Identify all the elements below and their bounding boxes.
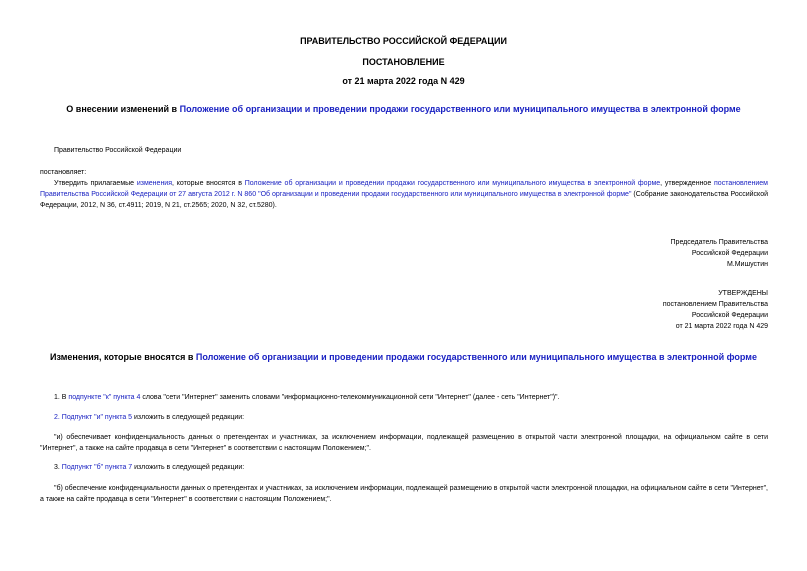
item-3	[54, 462, 244, 473]
government-heading: ПРАВИТЕЛЬСТВО РОССИЙСКОЙ ФЕДЕРАЦИИ	[300, 36, 507, 46]
intro-government: Правительство Российской Федерации	[54, 147, 182, 154]
approved-title: УТВЕРЖДЕНЫ	[718, 290, 768, 297]
document-kind: ПОСТАНОВЛЕНИЕ	[362, 57, 445, 67]
item-2-text: изложить в следующей редакции:	[132, 414, 245, 421]
title-prefix: О внесении изменений в	[66, 104, 180, 114]
signature-title: Председатель Правительства	[670, 239, 768, 246]
item-2	[54, 412, 244, 423]
signature-org: Российской Федерации	[691, 250, 768, 257]
item-3-quote: "б) обеспечение конфиденциальности данных о претендентах и участниках, за исключением информации, подлежащей размещению в открытой части электронной площадки, на официальном сайте в сети "Интернет", а также на сайте продавца в сети "Интернет" в соответствии с настоящим Положением;".	[40, 485, 768, 503]
regulation-link[interactable]: Положение об организации и проведении продажи государственного или муниципального имущества в электронной форме	[244, 180, 661, 187]
item-3-text-a: 3.	[54, 464, 62, 471]
document-date: от 21 марта 2022 года N 429	[342, 76, 465, 86]
body-text-3: , утвержденное	[660, 180, 715, 187]
changes-link[interactable]: изменения	[136, 180, 173, 187]
approved-date: от 21 марта 2022 года N 429	[675, 323, 768, 330]
approved-org: Российской Федерации	[691, 312, 768, 319]
item-1-text-a: 1. В	[54, 394, 69, 401]
signature-name: М.Мишустин	[726, 261, 768, 268]
decree-860-link[interactable]: постановлением Правительства Российской Федерации от 27 августа 2012 г. N 860 "Об организации и проведении продажи государственного или муниципального имущества в электронной форме"	[40, 180, 768, 198]
item-1	[54, 392, 559, 403]
changes-title	[0, 352, 807, 362]
body-text-2: , которые вносятся в	[172, 180, 245, 187]
body-paragraph	[40, 178, 768, 211]
intro-decides: постановляет:	[40, 169, 87, 176]
title-link[interactable]: Положение об организации и проведении продажи государственного или муниципального имущества в электронной форме	[179, 104, 741, 114]
changes-title-link[interactable]: Положение об организации и проведении продажи государственного или муниципального имущества в электронной форме	[195, 352, 757, 362]
changes-title-prefix: Изменения, которые вносятся в	[50, 352, 196, 362]
item-1-link[interactable]: подпункте "к" пункта 4	[68, 394, 141, 401]
document-title	[0, 104, 807, 114]
signature-block	[671, 237, 768, 270]
approved-block	[663, 288, 768, 332]
approved-by: постановлением Правительства	[662, 301, 768, 308]
item-2-quote: "и) обеспечивает конфиденциальность данных о претендентах и участниках, за исключением информации, подлежащей размещению в открытой части электронной площадки, на официальном сайте в сети "Интернет", а также на сайте продавца в сети "Интернет" в соответствии с настоящим Положением;".	[40, 434, 768, 452]
item-3-link[interactable]: Подпункт "б" пункта 7	[61, 464, 133, 471]
item-2-link[interactable]: 2. Подпункт "и" пункта 5	[54, 414, 133, 421]
body-text-4: (Собрание законодательства Российской Федерации, 2012, N 36, ст.4911; 2019, N 21, ст.2565; 2020, N 32, ст.5280).	[40, 191, 769, 209]
item-1-text-b: слова "сети "Интернет" заменить словами "информационно-телекоммуникационной сети "Интернет" (далее - сеть "Интернет")".	[140, 394, 560, 401]
item-3-text-b: изложить в следующей редакции:	[132, 464, 245, 471]
body-text-1: Утвердить прилагаемые	[54, 180, 137, 187]
